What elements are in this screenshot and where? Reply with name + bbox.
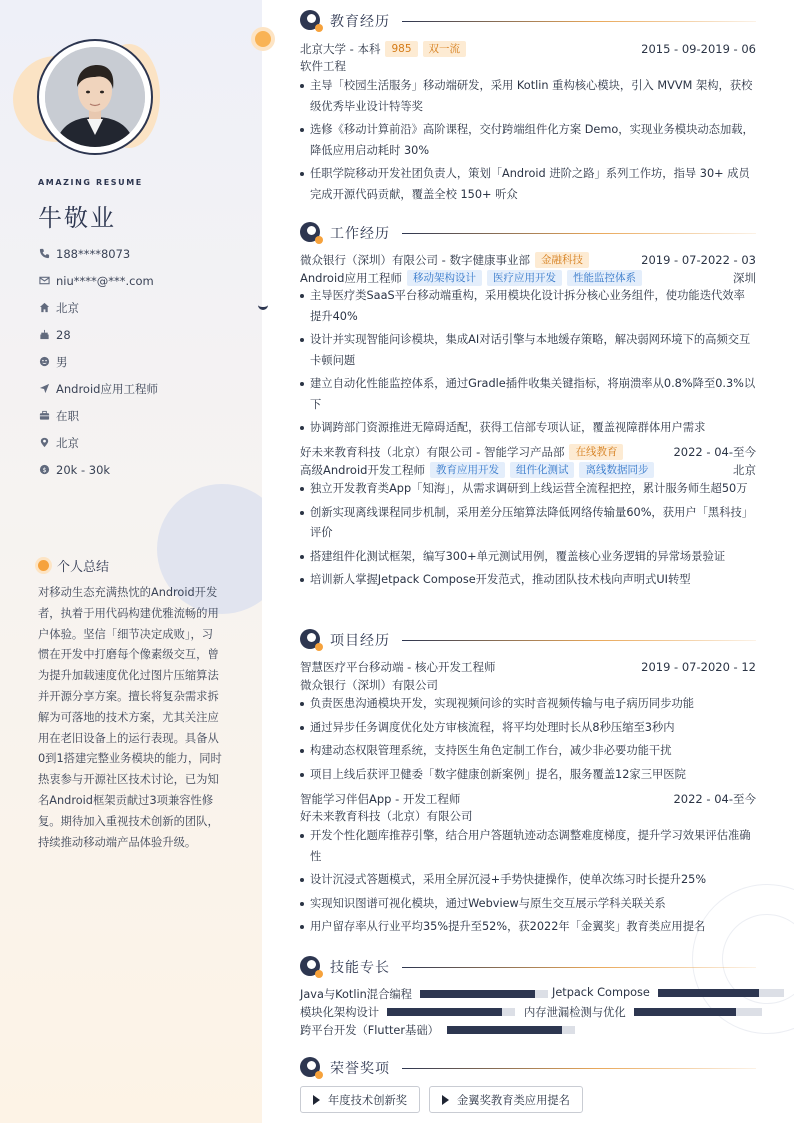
job-header	[300, 251, 756, 268]
skill-bar	[658, 989, 784, 997]
position-text: Android应用工程师	[56, 381, 158, 396]
education-bullets	[300, 76, 756, 205]
skill-name: Jetpack Compose	[552, 986, 650, 999]
list-item: 负责医患沟通模块开发，实现视频问诊的实时音视频传输与电子病历同步功能	[300, 694, 756, 715]
contact-info-list	[38, 240, 248, 483]
major: 软件工程	[300, 59, 346, 73]
skill-tag: 性能监控体系	[567, 270, 642, 286]
skill-tag: 教育应用开发	[430, 462, 505, 478]
company-name: 好未来教育科技（北京）有限公司 - 智能学习产品部	[300, 444, 565, 459]
section-education-header	[300, 10, 756, 32]
location-icon	[38, 437, 50, 449]
age-text: 28	[56, 327, 71, 342]
info-status	[38, 402, 248, 429]
job-role-row	[300, 461, 756, 478]
person-icon	[38, 356, 50, 368]
company-name: 微众银行（深圳）有限公司 - 数字健康事业部	[300, 252, 530, 267]
list-item: 主导医疗类SaaS平台移动端重构，采用模块化设计拆分核心业务组件，使功能迭代效率提升40%	[300, 286, 756, 327]
section-title: 项目经历	[330, 633, 390, 649]
money-icon	[38, 464, 50, 476]
info-phone	[38, 240, 248, 267]
play-triangle-icon	[313, 1095, 320, 1105]
list-item: 开发个性化题库推荐引擎，结合用户答题轨迹动态调整难度梯度，提升学习效果评估准确性	[300, 826, 756, 867]
skill-bar	[447, 1026, 575, 1034]
project-org: 好未来教育科技（北京）有限公司	[300, 809, 473, 823]
section-icon	[300, 956, 322, 978]
skill-name: Java与Kotlin混合编程	[300, 988, 412, 1001]
skill-bar	[420, 990, 548, 998]
section-icon	[300, 222, 322, 244]
send-icon	[38, 383, 50, 395]
job-role: 高级Android开发工程师	[300, 462, 425, 477]
info-salary	[38, 456, 248, 483]
section-work-header	[300, 222, 756, 244]
school-name: 北京大学 - 本科	[300, 41, 381, 56]
job-city: 北京	[733, 462, 756, 477]
skill-item	[300, 986, 548, 1002]
skill-level-fill	[658, 989, 759, 997]
skill-level-fill	[420, 990, 535, 998]
info-gender	[38, 348, 248, 375]
award-name: 金翼奖教育类应用提名	[457, 1093, 570, 1107]
section-skills-header	[300, 956, 756, 978]
bullet-dot-icon	[38, 560, 49, 571]
skill-bar	[634, 1008, 762, 1016]
tagline: AMAZING RESUME	[38, 178, 143, 187]
list-item: 实现知识图谱可视化模块，通过Webview与原生交互展示学科关联关系	[300, 894, 756, 915]
phone-icon	[38, 248, 50, 260]
award-item	[300, 1086, 420, 1113]
job-bullets	[300, 479, 756, 591]
award-item	[429, 1086, 583, 1113]
skill-bar	[387, 1008, 515, 1016]
skill-item	[552, 986, 784, 999]
project-period: 2019 - 07-2020 - 12	[641, 659, 756, 674]
section-icon	[300, 10, 322, 32]
skill-name: 内存泄漏检测与优化	[524, 1006, 626, 1019]
home-icon	[38, 302, 50, 314]
gender-text: 男	[56, 354, 68, 369]
project-bullets	[300, 694, 756, 785]
list-item: 任职学院移动开发社团负责人，策划「Android 进阶之路」系列工作坊，指导 30+ 成员完成开源代码贡献，覆盖全校 150+ 听众	[300, 164, 756, 205]
project-name: 智能学习伴侣App - 开发工程师	[300, 791, 461, 806]
list-item: 搭建组件化测试框架，编写300+单元测试用例，覆盖核心业务逻辑的异常场景验证	[300, 547, 756, 568]
skill-name: 模块化架构设计	[300, 1006, 380, 1019]
sidebar	[0, 0, 262, 1123]
section-divider	[402, 21, 756, 22]
section-projects-header	[300, 629, 756, 651]
summary-title: 个人总结	[57, 560, 110, 575]
section-divider	[402, 967, 756, 968]
skill-tag: 医疗应用开发	[487, 270, 562, 286]
cake-icon	[38, 329, 50, 341]
skill-item	[524, 1004, 762, 1020]
section-title: 工作经历	[330, 226, 390, 242]
list-item: 设计沉浸式答题模式，采用全屏沉浸+手势快捷操作，使单次练习时长提升25%	[300, 870, 756, 891]
info-location	[38, 429, 248, 456]
list-item: 通过异步任务调度优化处方审核流程，将平均处理时长从8秒压缩至3秒内	[300, 718, 756, 739]
list-item: 构建动态权限管理系统，支持医生角色定制工作台，减少非必要功能干扰	[300, 741, 756, 762]
education-entry-header	[300, 40, 756, 57]
briefcase-icon	[38, 410, 50, 422]
list-item: 用户留存率从行业平均35%提升至52%，获2022年「金翼奖」教育类应用提名	[300, 917, 756, 938]
project-name: 智慧医疗平台移动端 - 核心开发工程师	[300, 659, 496, 674]
avatar	[45, 47, 145, 147]
job-role: Android应用工程师	[300, 270, 402, 285]
list-item: 培训新人掌握Jetpack Compose开发范式，推动团队技术栈向声明式UI转型	[300, 570, 756, 591]
school-tag: 985	[385, 41, 417, 57]
mail-icon	[38, 275, 50, 287]
candidate-name: 牛敬业	[38, 204, 116, 232]
skill-level-fill	[447, 1026, 562, 1034]
section-divider	[402, 233, 756, 234]
summary-heading	[38, 556, 109, 575]
info-hometown	[38, 294, 248, 321]
avatar-frame	[37, 39, 153, 155]
info-email	[38, 267, 248, 294]
section-divider	[402, 640, 756, 641]
list-item: 选修《移动计算前沿》高阶课程，交付跨端组件化方案 Demo，实现业务模块动态加载，降低应用启动耗时 30%	[300, 120, 756, 161]
project-header	[300, 658, 756, 675]
info-position	[38, 375, 248, 402]
skill-item	[300, 1004, 515, 1020]
list-item: 创新实现离线课程同步机制，采用差分压缩算法降低网络传输量60%，获用户「黑科技」评价	[300, 503, 756, 544]
school-tag: 双一流	[423, 41, 467, 57]
status-text: 在职	[56, 408, 79, 423]
job-bullets	[300, 286, 756, 439]
section-divider	[402, 1068, 756, 1069]
project-period: 2022 - 04-至今	[673, 791, 756, 806]
hometown-text: 北京	[56, 300, 79, 315]
location-text: 北京	[56, 435, 79, 450]
email-text: niu****@***.com	[56, 273, 154, 288]
svg-text:$: $	[41, 465, 47, 474]
job-header	[300, 443, 756, 460]
job-period: 2019 - 07-2022 - 03	[641, 252, 756, 267]
skill-level-fill	[387, 1008, 502, 1016]
phone-text: 188****8073	[56, 246, 131, 261]
summary-text: 对移动生态充满热忱的Android开发者，执着于用代码构建优雅流畅的用户体验。坚信「细节决定成败」，习惯在开发中打磨每个像素级交互，曾为提升加载速度优化过图片压缩算法并开源分享方案。擅长将复杂需求拆解为可落地的技术方案，尤其关注应用在老旧设备上的运行表现。具备从0到1搭建完整业务模块的能力，同时热衷参与开源社区技术讨论，已为知名Android框架贡献过3项兼容性修复。期待加入重视技术创新的团队，持续推动移动端产品体验升级。	[38, 586, 222, 849]
play-triangle-icon	[442, 1095, 449, 1105]
info-age	[38, 321, 248, 348]
skill-level-fill	[634, 1008, 736, 1016]
skill-item	[300, 1022, 575, 1038]
skill-name: 跨平台开发（Flutter基础）	[300, 1024, 439, 1037]
section-title: 荣誉奖项	[330, 1061, 390, 1077]
list-item: 主导「校园生活服务」移动端研发，采用 Kotlin 重构核心模块，引入 MVVM 架构，获校级优秀毕业设计特等奖	[300, 76, 756, 117]
project-org: 微众银行（深圳）有限公司	[300, 678, 438, 692]
decor-arc	[258, 296, 268, 310]
industry-tag: 在线教育	[569, 444, 623, 460]
salary-text: 20k - 30k	[56, 462, 111, 477]
award-name: 年度技术创新奖	[328, 1093, 408, 1107]
section-icon	[300, 629, 322, 651]
list-item: 协调跨部门资源推进无障碍适配，获得工信部专项认证，覆盖视障群体用户需求	[300, 418, 756, 439]
project-bullets	[300, 826, 756, 938]
education-period: 2015 - 09-2019 - 06	[641, 41, 756, 56]
section-title: 技能专长	[330, 960, 390, 976]
list-item: 独立开发教育类App「知海」，从需求调研到上线运营全流程把控，累计服务师生超50万	[300, 479, 756, 500]
list-item: 设计并实现智能问诊模块，集成AI对话引擎与本地缓存策略，解决弱网环境下的高频交互卡顿问题	[300, 330, 756, 371]
job-period: 2022 - 04-至今	[673, 444, 756, 459]
list-item: 项目上线后获评卫健委「数字健康创新案例」提名，服务覆盖12家三甲医院	[300, 765, 756, 786]
skill-tag: 移动架构设计	[407, 270, 482, 286]
list-item: 建立自动化性能监控体系，通过Gradle插件收集关键指标，将崩溃率从0.8%降至0.3%以下	[300, 374, 756, 415]
job-city: 深圳	[733, 270, 756, 285]
section-icon	[300, 1057, 322, 1079]
skill-tag: 组件化测试	[510, 462, 575, 478]
project-header	[300, 790, 756, 807]
section-awards-header	[300, 1057, 756, 1079]
section-title: 教育经历	[330, 14, 390, 30]
job-role-row	[300, 269, 756, 286]
industry-tag: 金融科技	[535, 252, 589, 268]
skill-tag: 离线数据同步	[579, 462, 654, 478]
decor-dot	[255, 31, 271, 47]
